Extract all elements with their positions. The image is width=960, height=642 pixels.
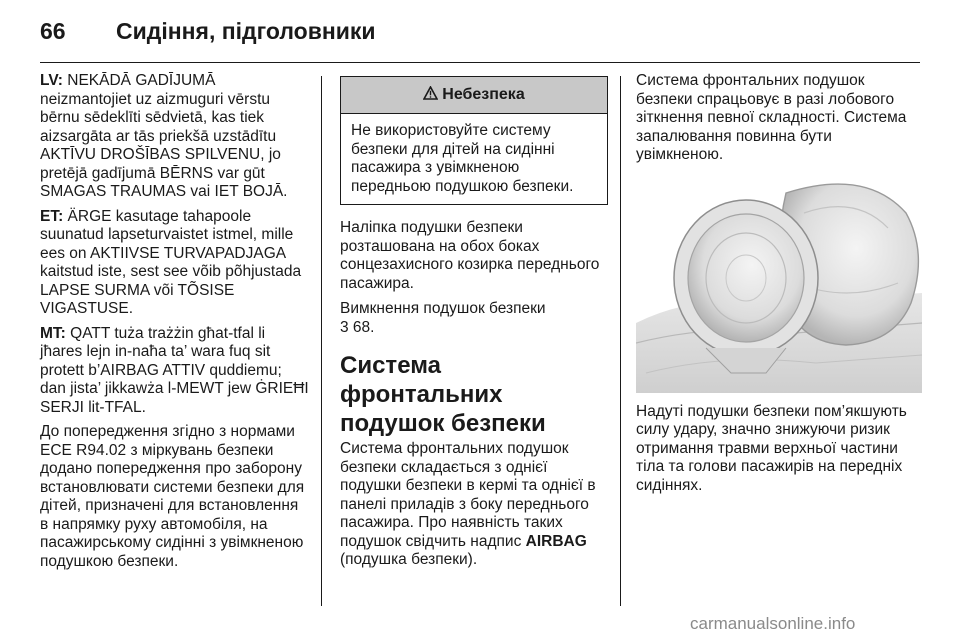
paragraph-mt <box>40 325 310 418</box>
column-3 <box>636 72 922 502</box>
inflated-airbag-paragraph: Надуті подушки безпеки пом’якшують силу удару, значно знижуючи ризик отримання травми верхньої частини тіла та голови пасажирів на передніх сидіннях. <box>636 402 907 494</box>
frontal-airbag-heading: Система фронтальних подушок безпеки <box>340 352 546 437</box>
column-divider-2 <box>620 76 621 606</box>
column-2 <box>340 72 608 577</box>
warning-header <box>341 77 607 114</box>
frontal-airbag-paragraph <box>340 440 608 570</box>
paragraph-et-text: ÄRGE kasutage tahapoole suunatud lapseturvaistet istmel, mille ees on AKTIIVSE TURVAPADJAGA kaitstud iste, sest see võib põhjustada LAPSE SURMA või TÕSISE VIGASTUSE. <box>40 207 302 317</box>
lang-label-mt: MT: <box>40 324 66 342</box>
deactivation-paragraph <box>340 300 608 337</box>
paragraph-lv <box>40 72 310 202</box>
warning-body: Не використовуйте систему безпеки для дітей на сидінні пасажира з увімкненою передньою подушкою безпеки. <box>351 122 574 195</box>
warning-triangle-icon <box>423 77 438 113</box>
watermark: carmanualsonline.info <box>690 614 856 633</box>
airbag-word: AIRBAG <box>525 532 587 550</box>
page-ref-number: 68. <box>348 318 375 336</box>
warning-title: Небезпека <box>442 86 525 103</box>
activation-paragraph: Система фронтальних подушок безпеки спрацьовує в разі лобового зіткнення певної складності. Система запалювання повинна бути увімкненою. <box>636 72 907 163</box>
header-rule <box>40 62 920 63</box>
sticker-paragraph: Наліпка подушки безпеки розташована на обох боках сонцезахисного козирка переднього пасажира. <box>340 219 600 292</box>
lang-label-lv: LV: <box>40 72 63 89</box>
paragraph-lv-text: NEKĀDĀ GADĪJUMĀ neizmantojiet uz aizmuguri vērstu bērnu sēdeklīti sēdvietā, kas tiek aizsargāta ar tās priekšā uzstādītu AKTĪVU DROŠĪBAS SPILVENU, jo pretējā gadījumā BĒRNS var gūt SMAGAS TRAUMAS vai IET BOJĀ. <box>40 72 288 200</box>
warning-box <box>340 76 608 205</box>
deactivation-text: Вимкнення подушок безпеки <box>340 300 546 317</box>
airbag-illustration <box>636 173 922 393</box>
page-number: 66 <box>40 18 66 44</box>
paragraph-mt-text: QATT tuża trażżin għat-tfal li jħares lejn in-naħa ta’ wara fuq sit protett b’AIRBAG ATTIV quddiemu; dan jista’ jikkawża l-MEWT jew ĠRIEĦI SERJI lit-TFAL. <box>40 324 309 416</box>
paragraph-uk-note <box>40 423 310 571</box>
lang-label-et: ET: <box>40 207 64 225</box>
frontal-airbag-text-2: (подушка безпеки). <box>340 551 478 568</box>
column-1 <box>40 72 310 577</box>
paragraph-et <box>40 208 310 319</box>
column-divider-1 <box>321 76 322 606</box>
airbag-drawing <box>636 173 922 393</box>
section-title: Сидіння, підголовники <box>116 18 376 44</box>
paragraph-uk-note-text: До попередження згідно з нормами ECE R94.02 з міркувань безпеки додано попередження про заборону встановлювати системи безпеки для дітей, призначені для встановлення в напрямку руху автомобіля, на пасажирському сидінні з увімкненою подушкою безпеки. <box>40 423 305 570</box>
frontal-airbag-text-1: Система фронтальних подушок безпеки складається з однієї подушки безпеки в кермі та однієї в панелі приладів з боку переднього пасажира. Про наявність таких подушок свідчить надпис <box>340 440 596 550</box>
page-ref-arrow-icon: 3 <box>340 318 349 336</box>
